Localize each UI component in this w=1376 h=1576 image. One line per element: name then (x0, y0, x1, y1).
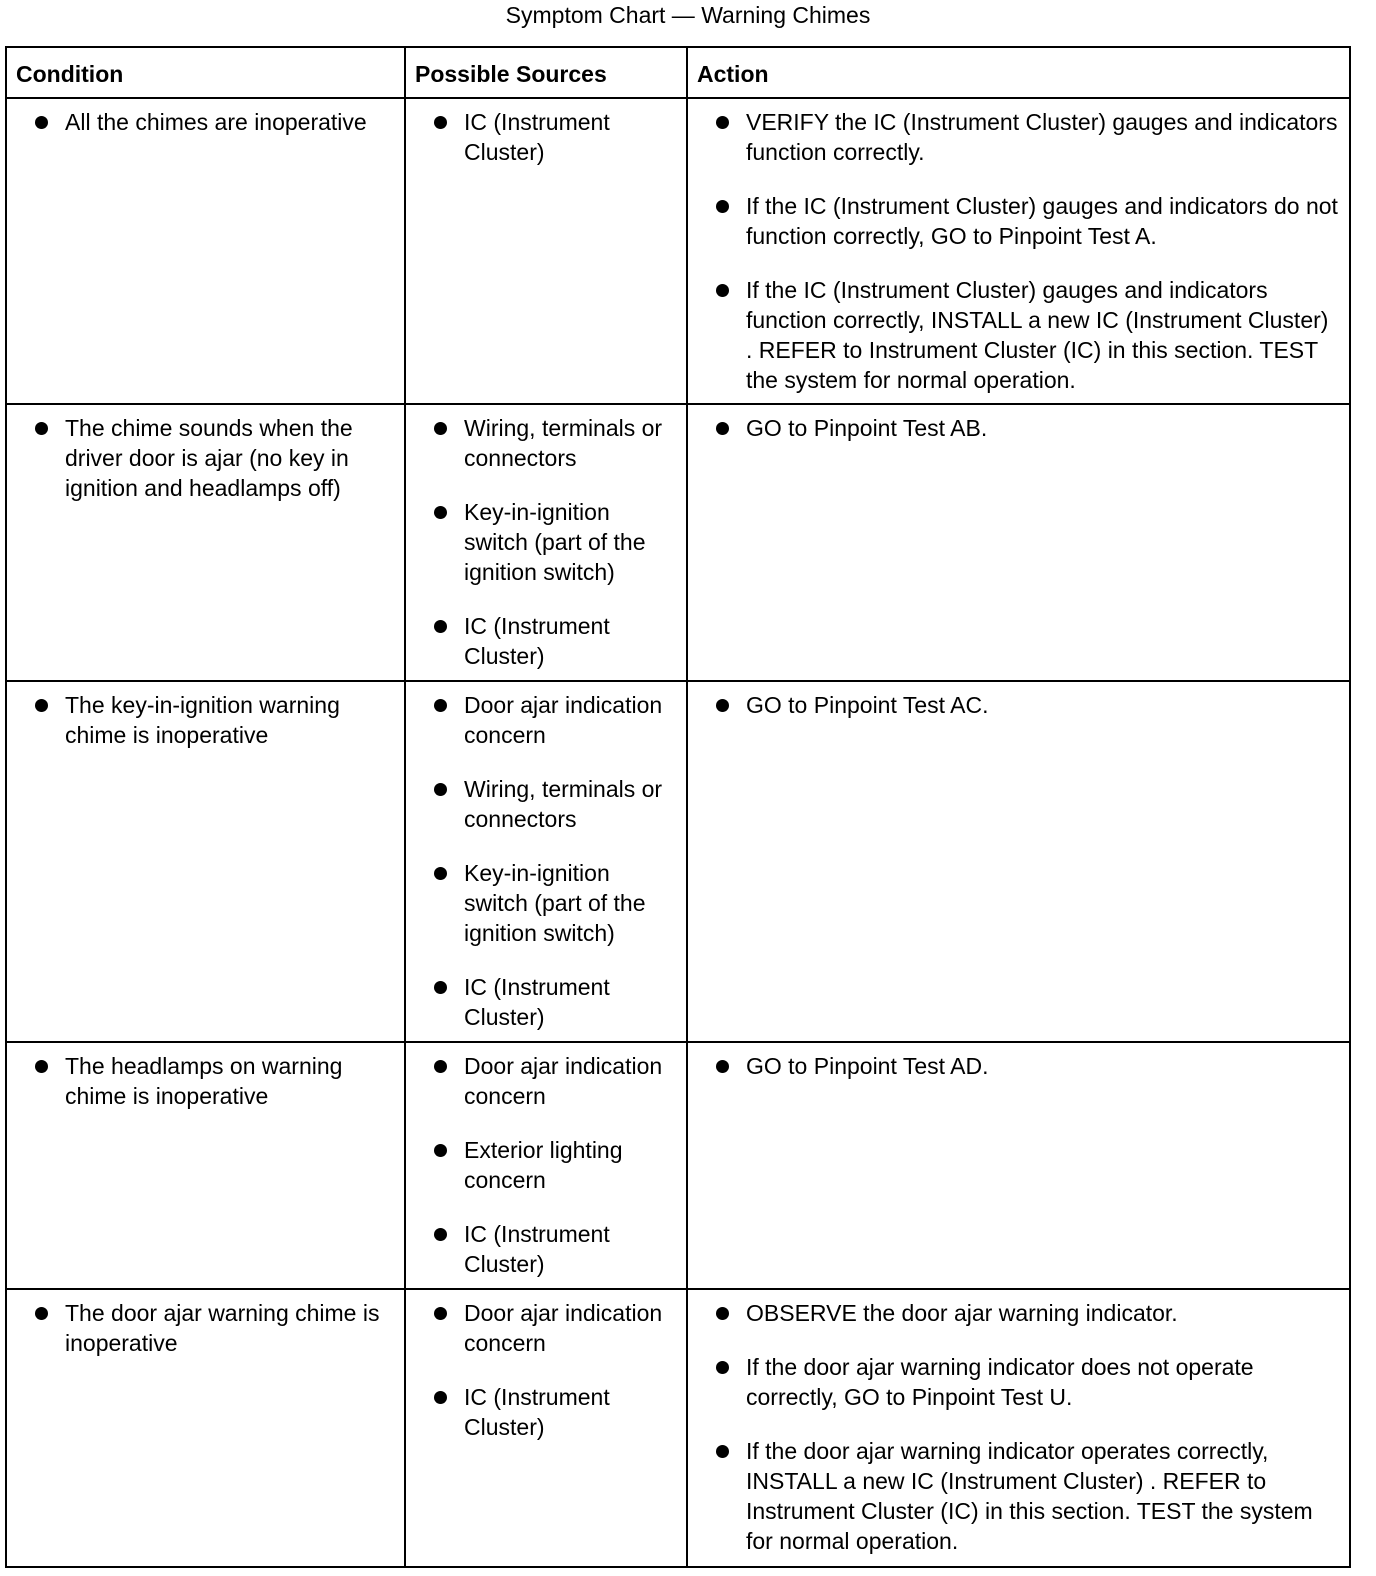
condition-cell (6, 681, 405, 1042)
bullet-icon (434, 506, 447, 519)
bullet-icon (35, 116, 48, 129)
action-cell (687, 404, 1350, 681)
list-item: IC (Instrument Cluster) (406, 1219, 678, 1279)
action-cell (687, 681, 1350, 1042)
sources-cell (405, 1042, 687, 1289)
bullet-icon (716, 284, 729, 297)
bullet-icon (434, 620, 447, 633)
list-item: Door ajar indication concern (406, 690, 678, 750)
list-item: GO to Pinpoint Test AB. (688, 413, 1341, 443)
action-cell (687, 98, 1350, 404)
list-item: The key-in-ignition warning chime is inoperative (7, 690, 396, 750)
list-item: Exterior lighting concern (406, 1135, 678, 1195)
list-item: The chime sounds when the driver door is ajar (no key in ignition and headlamps off) (7, 413, 396, 503)
list-item: Door ajar indication concern (406, 1298, 678, 1358)
table-row (6, 681, 1350, 1042)
list-item: If the IC (Instrument Cluster) gauges and indicators do not function correctly, GO to Pinpoint Test A. (688, 191, 1341, 251)
bullet-icon (434, 422, 447, 435)
list-item: VERIFY the IC (Instrument Cluster) gauges and indicators function correctly. (688, 107, 1341, 167)
table-row (6, 1289, 1350, 1567)
list-item: Key-in-ignition switch (part of the ignition switch) (406, 858, 678, 948)
bullet-icon (716, 1361, 729, 1374)
sources-cell (405, 1289, 687, 1567)
list-item: IC (Instrument Cluster) (406, 107, 678, 167)
list-item: Key-in-ignition switch (part of the ignition switch) (406, 497, 678, 587)
action-cell (687, 1289, 1350, 1567)
table-row (6, 1042, 1350, 1289)
list-item: If the IC (Instrument Cluster) gauges and indicators function correctly, INSTALL a new IC (Instrument Cluster) . REFER to Instrument Cluster (IC) in this section. TEST the system for normal operation. (688, 275, 1341, 395)
list-item: IC (Instrument Cluster) (406, 972, 678, 1032)
bullet-icon (434, 116, 447, 129)
list-item: If the door ajar warning indicator does not operate correctly, GO to Pinpoint Test U. (688, 1352, 1341, 1412)
header-row (6, 47, 1350, 98)
bullet-icon (35, 422, 48, 435)
bullet-icon (716, 699, 729, 712)
bullet-icon (35, 1307, 48, 1320)
header-possible-sources: Possible Sources (405, 47, 687, 98)
symptom-table (5, 46, 1351, 1568)
bullet-icon (716, 422, 729, 435)
bullet-icon (434, 1391, 447, 1404)
bullet-icon (434, 1307, 447, 1320)
list-item: GO to Pinpoint Test AC. (688, 690, 1341, 720)
table-row (6, 98, 1350, 404)
bullet-icon (716, 1307, 729, 1320)
list-item: Wiring, terminals or connectors (406, 413, 678, 473)
bullet-icon (35, 699, 48, 712)
list-item: If the door ajar warning indicator operates correctly, INSTALL a new IC (Instrument Cluster) . REFER to Instrument Cluster (IC) in this section. TEST the system for normal operation. (688, 1436, 1341, 1556)
bullet-icon (35, 1060, 48, 1073)
bullet-icon (434, 1144, 447, 1157)
sources-cell (405, 404, 687, 681)
list-item: The headlamps on warning chime is inoperative (7, 1051, 396, 1111)
sources-cell (405, 98, 687, 404)
list-item: IC (Instrument Cluster) (406, 611, 678, 671)
bullet-icon (716, 1060, 729, 1073)
bullet-icon (716, 116, 729, 129)
list-item: All the chimes are inoperative (7, 107, 396, 137)
bullet-icon (434, 867, 447, 880)
header-action: Action (687, 47, 1350, 98)
bullet-icon (716, 200, 729, 213)
bullet-icon (716, 1445, 729, 1458)
bullet-icon (434, 1228, 447, 1241)
list-item: GO to Pinpoint Test AD. (688, 1051, 1341, 1081)
condition-cell (6, 98, 405, 404)
table-row (6, 404, 1350, 681)
list-item: OBSERVE the door ajar warning indicator. (688, 1298, 1341, 1328)
header-condition: Condition (6, 47, 405, 98)
sources-cell (405, 681, 687, 1042)
condition-cell (6, 1042, 405, 1289)
action-cell (687, 1042, 1350, 1289)
condition-cell (6, 404, 405, 681)
chart-title: Symptom Chart — Warning Chimes (505, 2, 871, 28)
list-item: The door ajar warning chime is inoperative (7, 1298, 396, 1358)
bullet-icon (434, 1060, 447, 1073)
condition-cell (6, 1289, 405, 1567)
list-item: Wiring, terminals or connectors (406, 774, 678, 834)
list-item: IC (Instrument Cluster) (406, 1382, 678, 1442)
bullet-icon (434, 783, 447, 796)
list-item: Door ajar indication concern (406, 1051, 678, 1111)
bullet-icon (434, 699, 447, 712)
bullet-icon (434, 981, 447, 994)
